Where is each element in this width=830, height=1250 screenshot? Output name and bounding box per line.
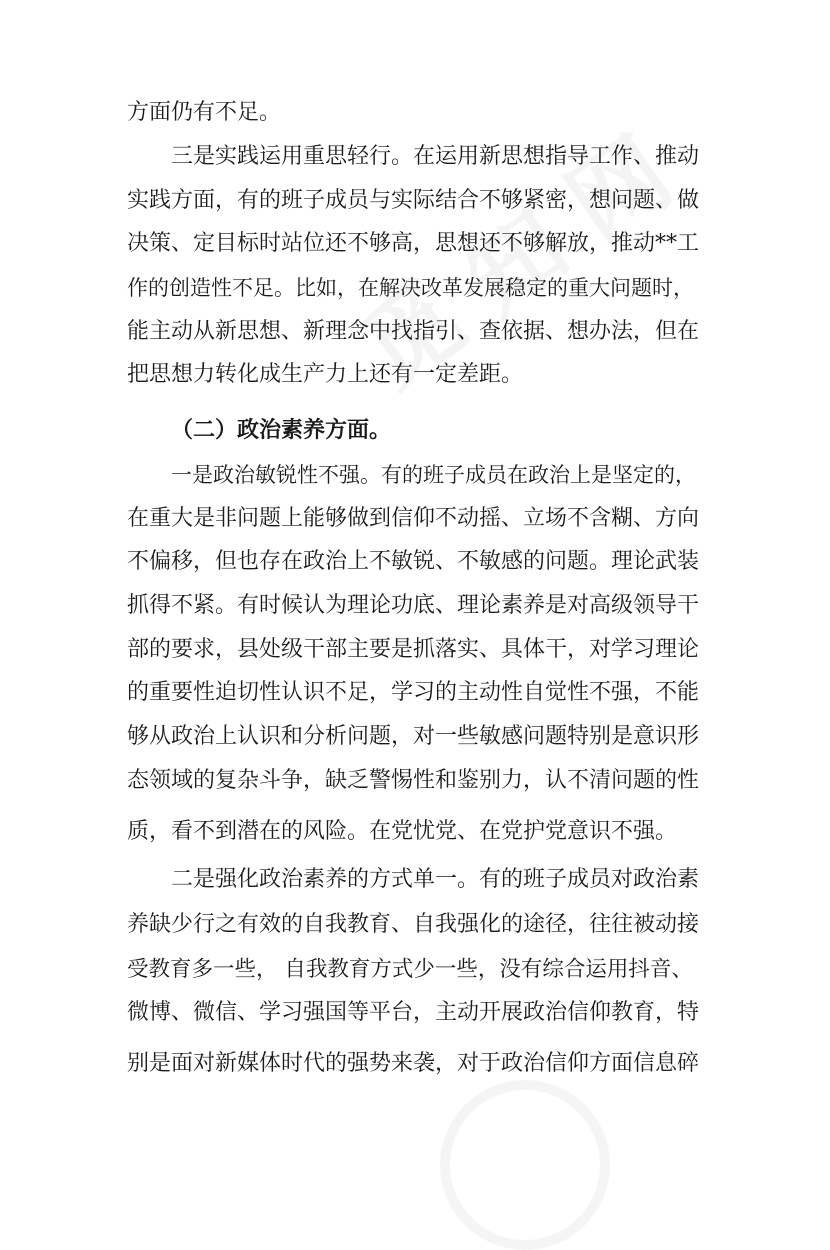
text-line: 态领域的复杂斗争，缺乏警惕性和鉴别力，认不清问题的性 xyxy=(127,768,700,793)
text-line: 养缺少行之有效的自我教育、自我强化的途径，往往被动接 xyxy=(127,912,700,937)
text-line: 一是政治敏锐性不强。有的班子成员在政治上是坚定的， xyxy=(171,463,696,487)
text-line: 作的创造性不足。比如，在解决改革发展稳定的重大问题时， xyxy=(127,276,694,300)
watermark-stamp xyxy=(440,1080,610,1250)
text-line: 实践方面，有的班子成员与实际结合不够紧密，想问题、做 xyxy=(127,188,700,213)
text-line: 别是面对新媒体时代的强势来袭，对于政治信仰方面信息碎 xyxy=(127,1051,700,1076)
text-line: 抓得不紧。有时候认为理论功底、理论素养是对高级领导干 xyxy=(127,593,700,618)
text-line: 把思想力转化成生产力上还有一定差距。 xyxy=(127,362,524,387)
text-line: 二是强化政治素养的方式单一。有的班子成员对政治素 xyxy=(171,867,700,892)
text-line: 质，看不到潜在的风险。在党忧党、在党护党意识不强。 xyxy=(127,819,678,844)
text-line: 微博、微信、学习强国等平台，主动开展政治信仰教育，特 xyxy=(127,1000,700,1025)
text-line: 受教育多一些， 自我教育方式少一些，没有综合运用抖音、 xyxy=(127,957,693,982)
text-line: 能主动从新思想、新理念中找指引、查依据、想办法，但在 xyxy=(127,319,700,344)
text-line: 不偏移，但也存在政治上不敏锐、不敏感的问题。理论武装 xyxy=(127,549,700,574)
text-line: 方面仍有不足。 xyxy=(127,100,282,125)
text-line: 三是实践运用重思轻行。在运用新思想指导工作、推动 xyxy=(171,144,700,169)
text-line: 决策、定目标时站位还不够高，思想还不够解放，推动**工 xyxy=(127,231,700,256)
text-line: 够从政治上认识和分析问题，对一些敏感问题特别是意识形 xyxy=(127,724,700,749)
section-heading: （二）政治素养方面。 xyxy=(171,417,392,443)
text-line: 部的要求，县处级干部主要是抓落实、具体干，对学习理论 xyxy=(127,637,700,662)
text-line: 的重要性迫切性认识不足，学习的主动性自觉性不强，不能 xyxy=(127,680,700,705)
text-line: 在重大是非问题上能够做到信仰不动摇、立场不含糊、方向 xyxy=(127,506,700,531)
